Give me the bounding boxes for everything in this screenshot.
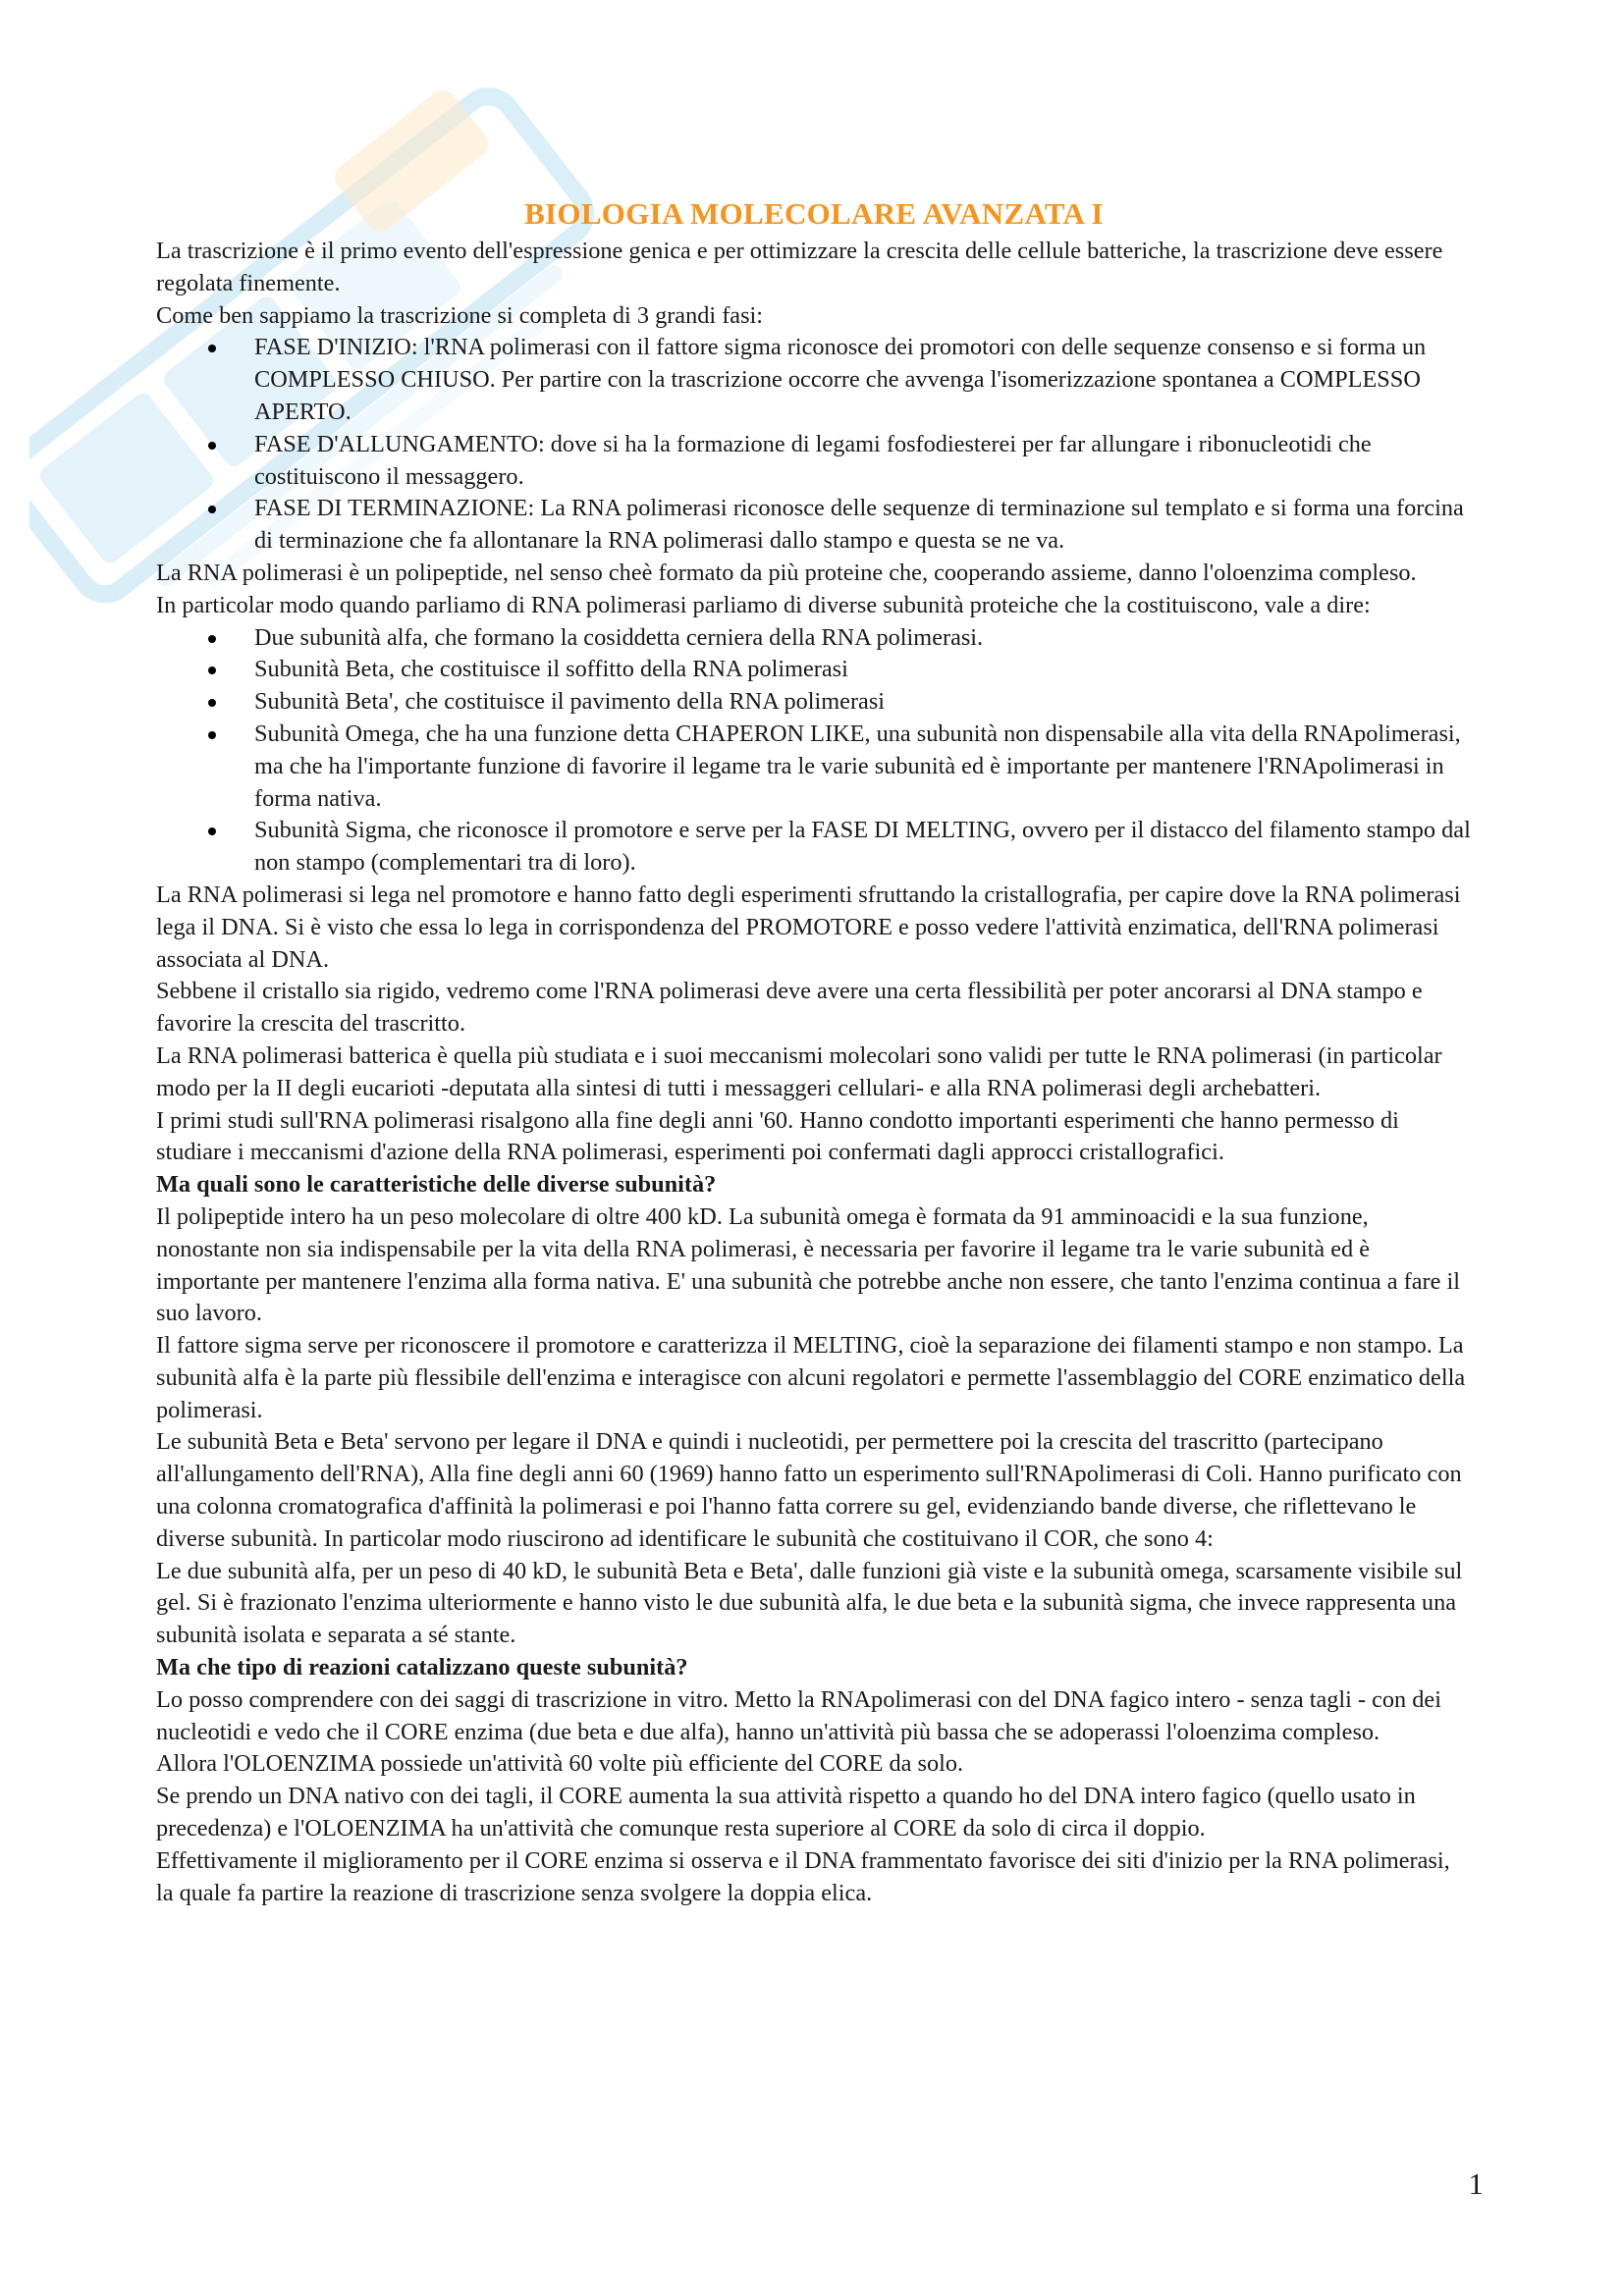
phases-intro: Come ben sappiamo la trascrizione si completa di 3 grandi fasi:: [156, 301, 764, 329]
list-item: Subunità Omega, che ha una funzione detta CHAPERON LIKE, una subunità non dispensabile alla vita della RNApolimerasi, ma che ha l'importante funzione di favorire il legame tra le varie subunità ed è importante per mantenere l'RNApolimerasi in forma nativa.: [254, 719, 1472, 815]
document-page: [156, 192, 1472, 1909]
list-item: FASE D'INIZIO: l'RNA polimerasi con il fattore sigma riconosce dei promotori con delle sequenze consenso e si forma un COMPLESSO CHIUSO. Per partire con la trascrizione occorre che avvenga l'isomerizzazione spontanea a COMPLESSO APERTO.: [254, 332, 1472, 428]
list-item: Subunità Sigma, che riconosce il promotore e serve per la FASE DI MELTING, ovvero per il distacco del filamento stampo dal non stampo (complementari tra di loro).: [254, 815, 1472, 880]
paragraph: Sebbene il cristallo sia rigido, vedremo come l'RNA polimerasi deve avere una certa flessibilità per poter ancorarsi al DNA stampo e favorire la crescita del trascritto.: [156, 978, 1423, 1038]
paragraph: Il fattore sigma serve per riconoscere il promotore e caratterizza il MELTING, cioè la separazione dei filamenti stampo e non stampo. La subunità alfa è la parte più flessibile dell'enzima e interagisce con alcuni regolatori e permette l'assemblaggio del CORE enzimatico della polimerasi.: [156, 1332, 1466, 1423]
paragraph: Lo posso comprendere con dei saggi di trascrizione in vitro. Metto la RNApolimerasi con del DNA fagico intero - senza tagli - con dei nucleotidi e vedo che il CORE enzima (due beta e due alfa), hanno un'attività più bassa che se adoperassi l'oloenzima compleso.: [156, 1685, 1441, 1745]
section-heading: Ma quali sono le caratteristiche delle diverse subunità?: [156, 1171, 717, 1199]
paragraph: In particolar modo quando parliamo di RNA polimerasi parliamo di diverse subunità proteiche che la costituiscono, vale a dire:: [156, 591, 1371, 618]
paragraph: Effettivamente il miglioramento per il CORE enzima si osserva e il DNA frammentato favorisce dei siti d'inizio per la RNA polimerasi, la quale fa partire la reazione di trascrizione senza svolgere la doppia elica.: [156, 1846, 1450, 1906]
page-number: 1: [1468, 2166, 1484, 2201]
paragraph: La RNA polimerasi è un polipeptide, nel senso cheè formato da più proteine che, cooperando assieme, danno l'oloenzima compleso.: [156, 559, 1417, 586]
paragraph: Se prendo un DNA nativo con dei tagli, il CORE aumenta la sua attività rispetto a quando ho del DNA intero fagico (quello usato in precedenza) e l'OLOENZIMA ha un'attività che comunque resta superiore al CORE da solo di circa il doppio.: [156, 1783, 1416, 1842]
list-item: Due subunità alfa, che formano la cosiddetta cerniera della RNA polimerasi.: [254, 622, 1472, 655]
section-heading: Ma che tipo di reazioni catalizzano queste subunità?: [156, 1654, 688, 1682]
list-item: Subunità Beta', che costituisce il pavimento della RNA polimerasi: [254, 686, 1472, 719]
list-item: FASE DI TERMINAZIONE: La RNA polimerasi riconosce delle sequenze di terminazione sul templato e si forma una forcina di terminazione che fa allontanare la RNA polimerasi dallo stampo e questa se ne va.: [254, 493, 1472, 558]
paragraph: Il polipeptide intero ha un peso molecolare di oltre 400 kD. La subunità omega è formata da 91 amminoacidi e la sua funzione, nonostante non sia indispensabile per la vita della RNA polimerasi, è necessaria per favorire il legame tra le varie subunità ed è importante per mantenere l'enzima alla forma nativa. E' una subunità che potrebbe anche non essere, che tanto l'enzima continua a fare il suo lavoro.: [156, 1202, 1460, 1327]
paragraph: I primi studi sull'RNA polimerasi risalgono alla fine degli anni '60. Hanno condotto importanti esperimenti che hanno permesso di studiare i meccanismi d'azione della RNA polimerasi, esperimenti poi confermati dagli approcci cristallografici.: [156, 1106, 1399, 1166]
document-title: BIOLOGIA MOLECOLARE AVANZATA I: [524, 196, 1104, 231]
paragraph: Allora l'OLOENZIMA possiede un'attività 60 volte più efficiente del CORE da solo.: [156, 1750, 964, 1778]
list-item: FASE D'ALLUNGAMENTO: dove si ha la formazione di legami fosfodiesterei per far allungare i ribonucleotidi che costituiscono il messaggero.: [254, 429, 1472, 494]
paragraph: La RNA polimerasi batterica è quella più studiata e i suoi meccanismi molecolari sono validi per tutte le RNA polimerasi (in particolar modo per la II degli eucarioti -deputata alla sintesi di tutti i messaggeri cellulari- e alla RNA polimerasi degli archebatteri.: [156, 1041, 1442, 1101]
paragraph: La RNA polimerasi si lega nel promotore e hanno fatto degli esperimenti sfruttando la cristallografia, per capire dove la RNA polimerasi lega il DNA. Si è visto che essa lo lega in corrispondenza del PROMOTORE e posso vedere l'attività enzimatica, dell'RNA polimerasi associata al DNA.: [156, 881, 1461, 973]
phases-list: [156, 332, 1472, 558]
intro-paragraph: La trascrizione è il primo evento dell'espressione genica e per ottimizzare la crescita delle cellule batteriche, la trascrizione deve essere regolata finemente.: [156, 238, 1443, 296]
list-item: Subunità Beta, che costituisce il soffitto della RNA polimerasi: [254, 654, 1472, 686]
paragraph: Le due subunità alfa, per un peso di 40 kD, le subunità Beta e Beta', dalle funzioni già viste e la subunità omega, scarsamente visibile sul gel. Si è frazionato l'enzima ulteriormente e hanno visto le due subunità alfa, le due beta e la subunità sigma, che invece rappresenta una subunità isolata e separata a sé stante.: [156, 1557, 1463, 1649]
paragraph: Le subunità Beta e Beta' servono per legare il DNA e quindi i nucleotidi, per permettere poi la crescita del trascritto (partecipano all'allungamento dell'RNA), Alla fine degli anni 60 (1969) hanno fatto un esperimento sull'RNApolimerasi di Coli. Hanno purificato con una colonna cromatografica d'affinità la polimerasi e poi l'hanno fatta correre su gel, evidenziando bande diverse, che riflettevano le diverse subunità. In particolar modo riuscirono ad identificare le subunità che costituivano il COR, che sono 4:: [156, 1428, 1462, 1552]
subunits-list: [156, 622, 1472, 880]
